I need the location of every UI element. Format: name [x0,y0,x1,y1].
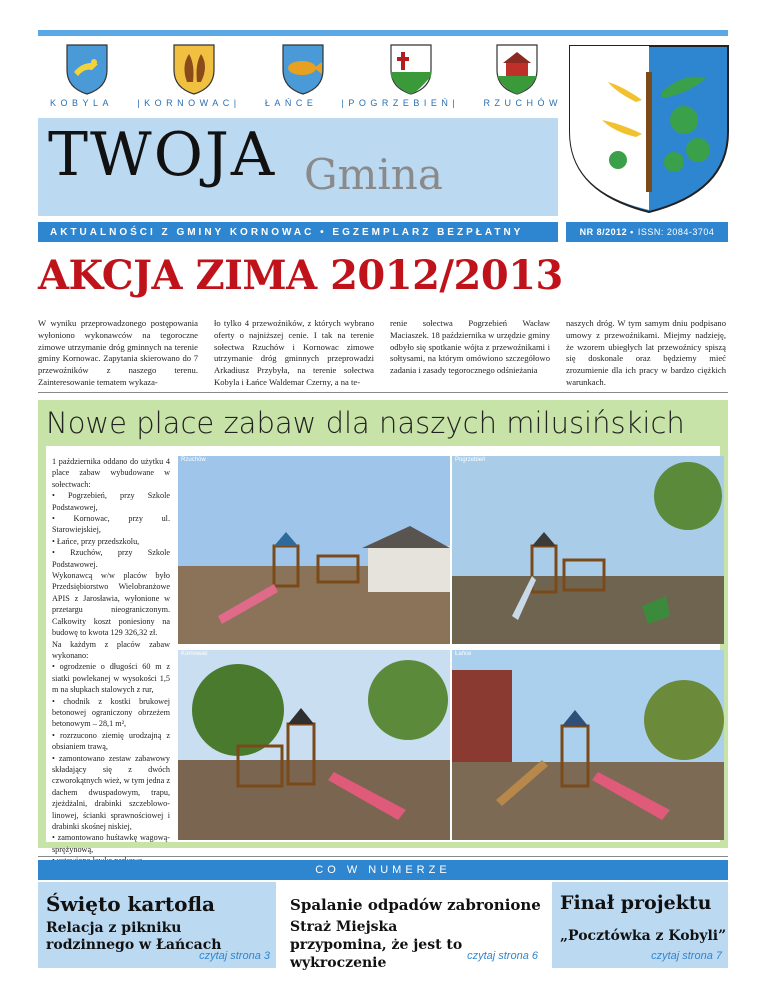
photo-caption: Łańce [455,651,472,657]
village-crests [58,40,558,100]
photo-caption: Pogrzebień [455,457,486,463]
paragraph: Wykonawcą w/w placów było Przedsiębiorstwo Wielobranżowe APIS z Jarosławia, wyłonione w przetargu nieograniczonym. Całkowity koszt poniesiony na budowę to kwota 129 326,32 zł. [52,571,170,638]
list-item: • zamontowano huśtawkę wagową-sprężynową, [52,833,170,854]
in-this-issue-label: CO W NUMERZE [38,860,728,880]
masthead-title-accent: Gmina [304,150,443,199]
divider [38,392,728,393]
divider [38,856,728,857]
rzuchow-crest [494,42,540,96]
playground-title: Nowe place zabaw dla naszych milusińskich [46,406,685,440]
issue-number: NR 8/2012 • [579,227,634,237]
paragraph: 1 października oddano do użytku 4 place zabaw wybudowane w sołectwach: [52,457,170,489]
teaser-link[interactable]: czytaj strona 3 [199,950,270,962]
teaser-title: Spalanie odpadów zabronione [290,896,541,914]
photo-pogrzebien [452,456,724,644]
village-kornowac: |KORNOWAC| [137,98,241,108]
photo-kornowac [178,650,450,840]
village-kobyla: KOBYLA [50,98,114,108]
teaser-1[interactable] [38,882,276,968]
issue-info [566,222,728,242]
teaser-link[interactable]: czytaj strona 6 [467,950,538,962]
photo-rzuchow [178,456,450,644]
lead-column-4: naszych dróg. W tym samym dniu podpisano umowy z przewoźnikami. Miejmy nadzieję, że wzorem ubiegłych lat przewoźnicy spiszą się doskonale oraz będziemy mieć zrozumienie dla ich pracy w bardzo ciężkich warunkach. [566,318,726,387]
kobyla-crest [64,42,110,96]
teaser-link[interactable]: czytaj strona 7 [651,950,722,962]
list-item: • rozrzucono ziemię urodzajną z obsianiem trawą, [52,730,170,752]
playground-photo [178,650,450,840]
lead-headline: AKCJA ZIMA 2012/2013 [38,252,563,299]
teaser-title: Finał projektu [560,892,712,914]
photo-caption: Kornowac [181,651,208,657]
playground-text [52,456,170,867]
top-accent-bar [38,30,728,36]
issn: ISSN: 2084-3704 [637,227,715,237]
playground-photo [452,456,724,644]
list-item: • Pogrzebień, przy Szkole Podstawowej, [52,491,170,512]
teaser-subtitle: Relacja z pikniku rodzinnego w Łańcach [46,920,222,953]
lead-column-2: ło tylko 4 przewoźników, z których wybrano oferty o najniższej cenie. I tak na terenie sołectwa Rzuchów i Kornowac zimowe utrzymanie dróg gminnych przeprowadzi Arkadiusz Przybyła, na terenie sołectwa Kobyla i Łańce Waldemar Czerny, a na te- [214,318,374,387]
masthead-title: TWOJA [48,120,277,190]
village-pogrzebien: |POGRZEBIEŃ| [341,98,460,108]
village-rzuchow: RZUCHÓW [483,98,562,108]
teaser-subtitle: Straż Miejska przypomina, że jest to wykroczenie [290,919,463,971]
lead-column-1: W wyniku przeprowadzonego postępowania wyłoniono wykonawców na tegoroczne zimowe utrzymanie dróg gminnych na terenie gminy Kornowac. Zapytania skierowano do 7 przewoźników z naszego terenu. Zainteresowanie tematem wykaza- [38,318,198,387]
list-item: • Łańce, przy przedszkolu, [52,536,140,546]
playground-photo [178,456,450,644]
list-item: • zamontowano zestaw zabawowy składający się z dwóch czworokątnych wież, w tym jedna z dachem dwuspadowym, trapu, zjeżdżalni, drabinki szczeblowo-linowej, ścianki sprawnościowej i drabinki skośnej niskiej, [52,753,170,831]
photo-caption: Rzuchów [181,457,206,463]
photo-lance [452,650,724,840]
gmina-kornowac-crest [566,42,732,216]
lead-column-3: renie sołectwa Pogrzebień Wacław Maciaszek. 18 października w urzędzie gminy odbyło się spotkanie wójta z przewoźnikami i sołtysami, na którym omówiono szczegółowo zadania i zasady tegorocznego odśnieżania [390,318,550,376]
teaser-title: Święto kartofla [46,892,215,916]
paragraph: Na każdym z placów zabaw wykonano: [52,639,170,660]
teaser-3[interactable] [552,882,728,968]
lance-crest [280,42,326,96]
pogrzebien-crest [388,42,434,96]
list-item: • ogrodzenie o długości 60 m z siatki powlekanej w wysokości 1,5 m na słupkach stalowych z rur, [52,662,170,695]
list-item: • Rzuchów, przy Szkole Podstawowej. [52,548,170,569]
teaser-subtitle: „Pocztówka z Kobyli” [560,928,727,944]
list-item: • Kornowac, przy ul. Starowiejskiej, [52,514,170,535]
village-names [50,98,562,114]
masthead-ribbon: AKTUALNOŚCI Z GMINY KORNOWAC • EGZEMPLARZ BEZPŁATNY [38,222,558,242]
kornowac-crest [171,42,217,96]
village-lance: ŁAŃCE [264,98,318,108]
teaser-2[interactable] [282,882,544,971]
list-item: • chodnik z kostki brukowej betonowej ograniczony obrzeżem betonowym – 28,1 m², [52,696,170,729]
playground-photo [452,650,724,840]
